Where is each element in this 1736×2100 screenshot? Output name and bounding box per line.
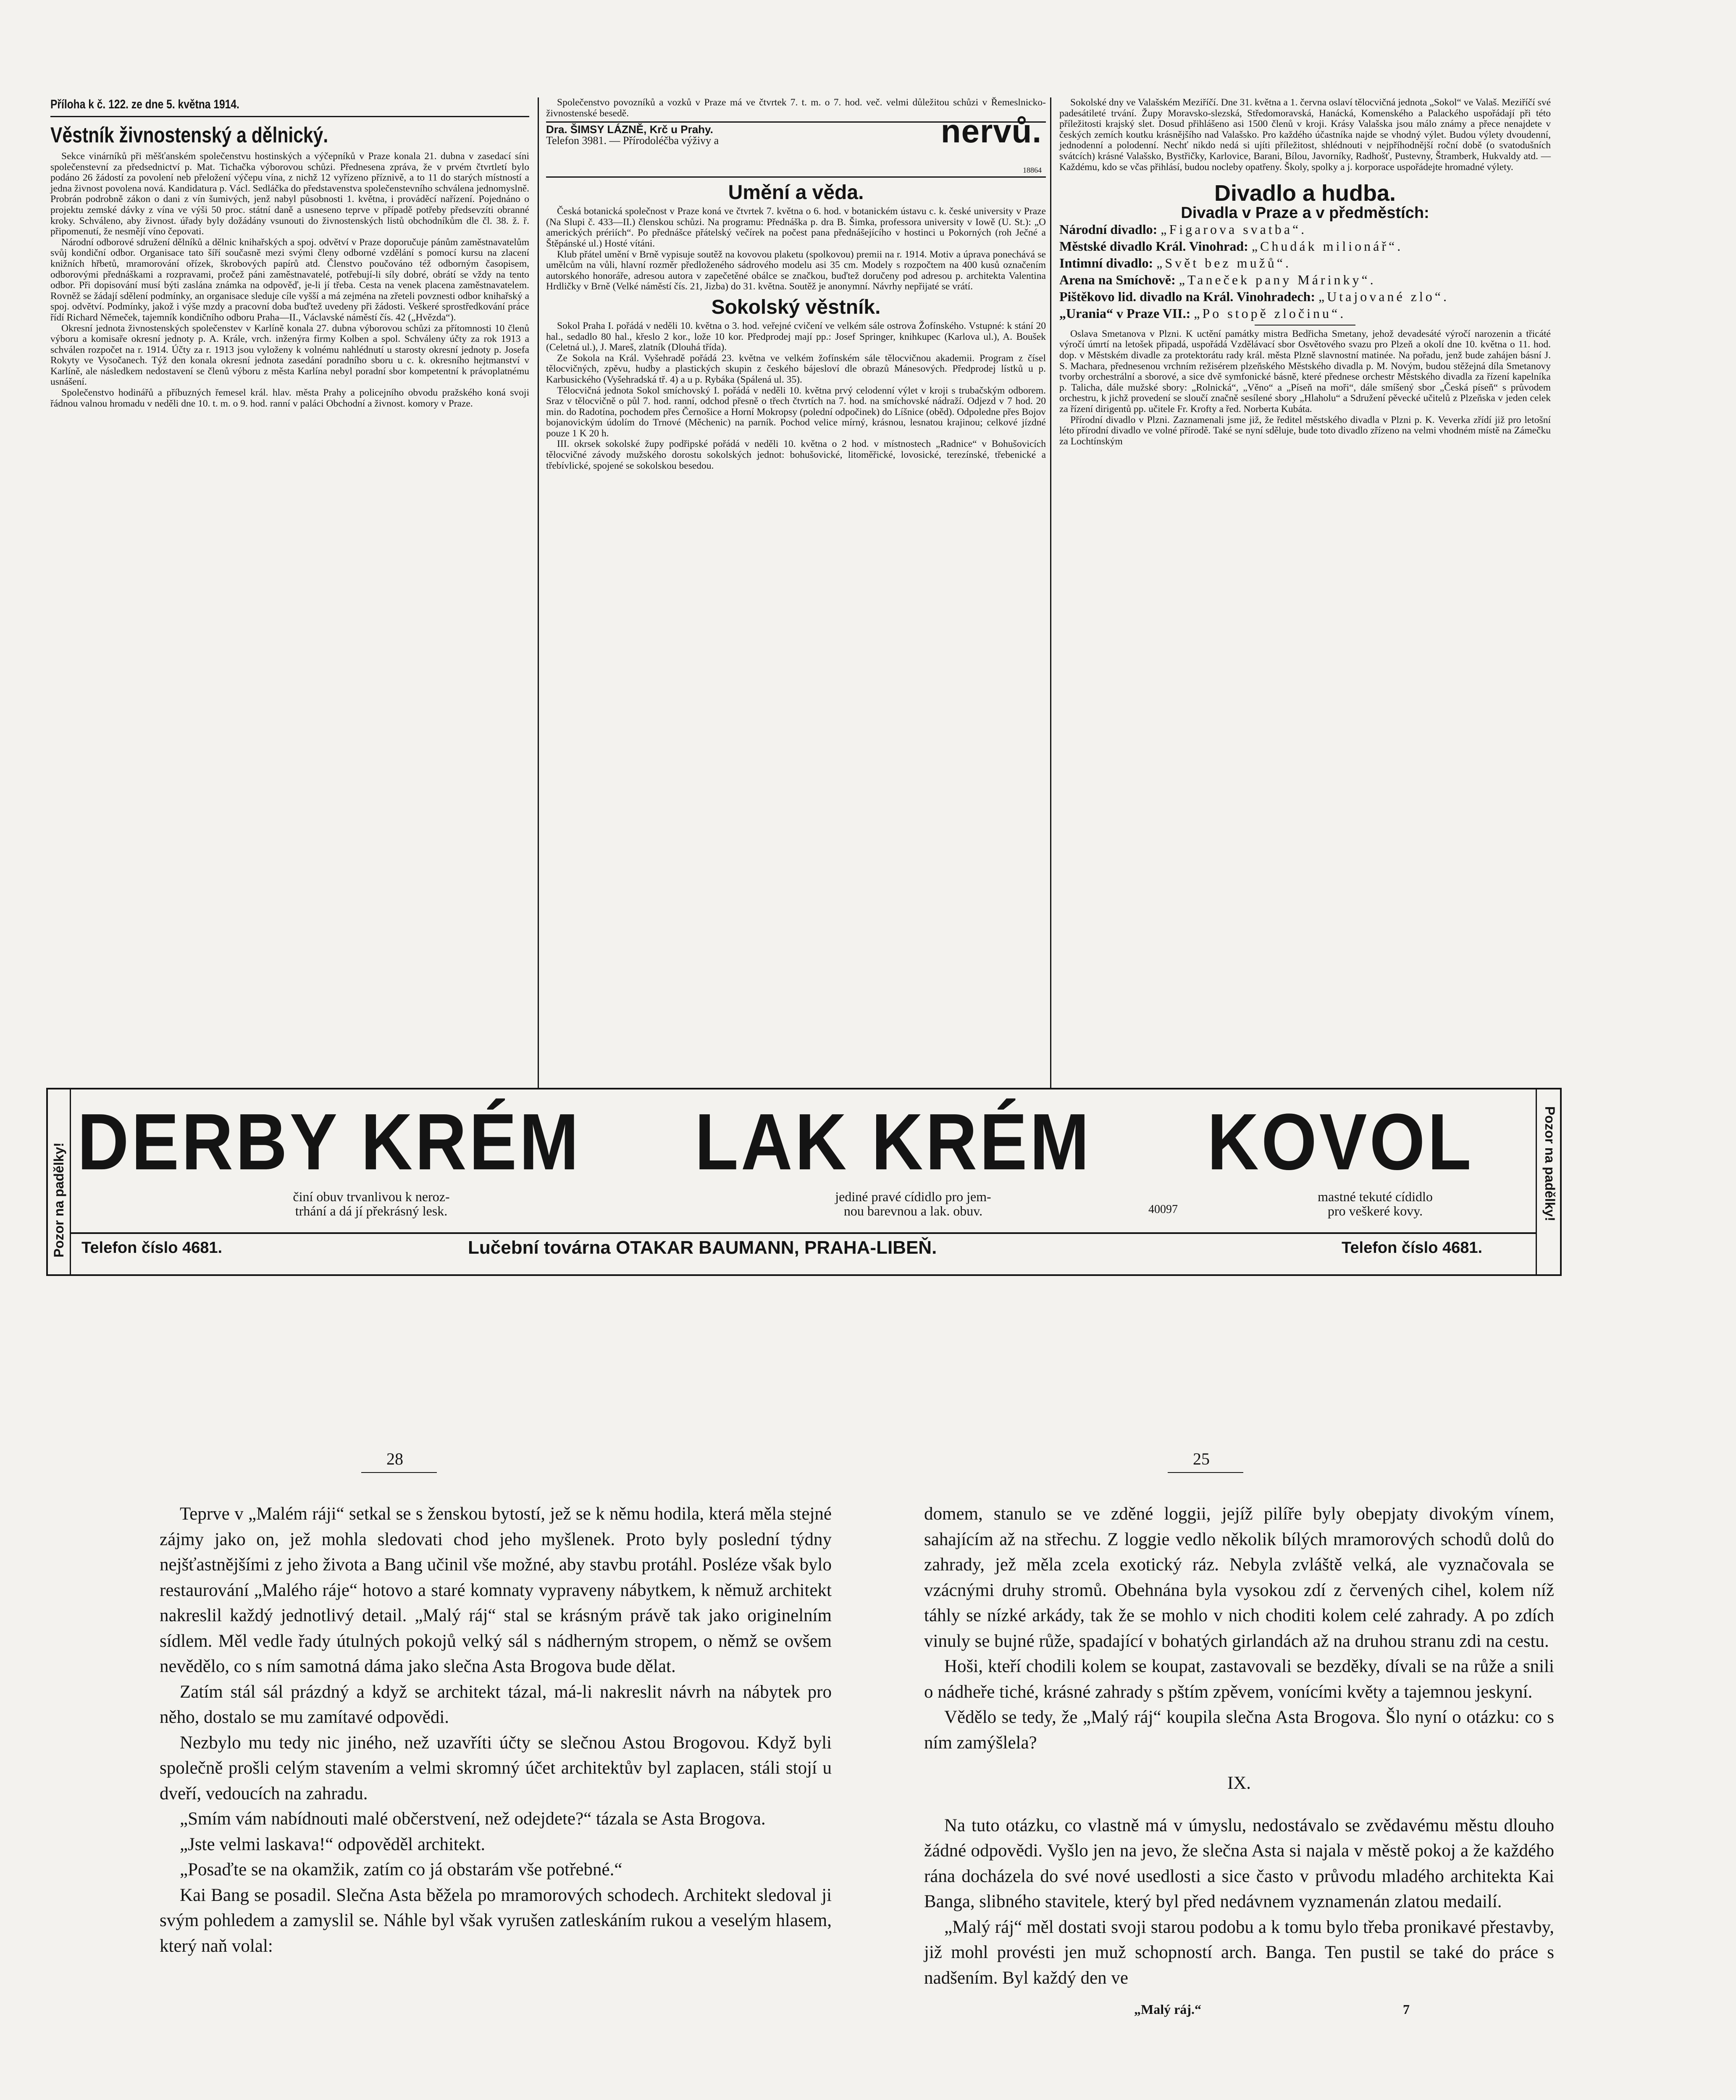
theater-line: Arena na Smíchově: „Taneček pany Márinky“.: [1059, 272, 1376, 287]
header-rule: [50, 116, 529, 117]
theater-listing: [1059, 221, 1551, 321]
column-divider: [1050, 97, 1051, 1198]
signature-number: 7: [1403, 2002, 1410, 2017]
novel-right-page: [924, 1502, 1554, 2022]
news-paragraph: Sokolské dny ve Valašském Meziříčí. Dne 31. května a 1. června oslaví tělocvičná jednota „Sokol“ ve Valaš. Meziříčí své padesátileté trvání. Župy Moravsko-slezská, Středomoravská, Hanácká, Komenského a Palackého uspořádají při této příležitosti krajský slet. Dosud přihlášeno asi 1500 členů v kroji. Krásy Valašska jsou málo známy a přece nenajdete v českých zemích koutku krásnějšího nad Valašsko. Pro každého účastníka najde se vhodný výlet. Budou výlety dvoudenní, jednodenní a polodenní. Nechť nikdo nedá si ujíti příležitost, shlédnouti v nejpříhodnější roční době (o svatodušních svátcích) krásné Valašsko, Bystřičky, Karlovice, Barani, Bílou, Javorníky, Radhošť, Pustevny, Štramberk, Hukvaldy atd. — Každému, kdo se včas přihlásí, budou nocleby opatřeny. Školy, spolky a j. korporace uspořádejte hromadné výlety.: [1059, 97, 1551, 173]
news-paragraph: Přírodní divadlo v Plzni. Zaznamenali jsme již, že ředitel městského divadla v Plzni p. K. Veverka zřídí již pro letošní léto přírodní divadlo ve volné přírodě. Také se nyní sděluje, bude toto divadlo zřízeno na velmi vhodném místě na Zámečku za Lochtínským: [1059, 414, 1551, 447]
novel-left-page: [160, 1502, 832, 1959]
spa-advert-line1: Dra. ŠIMSY LÁZNĚ, Krč u Prahy.: [546, 123, 713, 136]
column-trade-news: [50, 123, 529, 409]
theater-line: Pištěkovo lid. divadlo na Král. Vinohradech: „Utajované zlo“.: [1059, 289, 1449, 304]
spa-advert-line2: Telefon 3981. — Přírodoléčba výživy a: [546, 134, 719, 147]
novel-paragraph: Zatím stál sál prázdný a když se architekt tázal, má-li nakreslit návrh na nábytek pro něho, dostalo se mu zamítavé odpovědi.: [160, 1682, 832, 1727]
novel-paragraph: „Malý ráj“ měl dostati svoji starou podobu a k tomu bylo třeba pronikavé přestavby, již mohl provésti jen muž schopností arch. Banga. Ten pustil se také do práce s nadšením. Byl každý den ve: [924, 1917, 1554, 1988]
supplement-line: Příloha k č. 122. ze dne 5. května 1914.: [50, 97, 239, 111]
theater-line: „Urania“ v Praze VII.: „Po stopě zločinu“.: [1059, 305, 1346, 321]
brand-lak-krem: LAK KRÉM: [695, 1097, 1092, 1187]
novel-paragraph: Nezbylo mu tedy nic jiného, než uzavříti účty se slečnou Astou Brogovou. Když byli společně prošli celým stavením a velmi skromný účet architektův byl zaplacen, stáli stojí u dveří, vedoucích na zahradu.: [160, 1732, 832, 1803]
banner-divider: [1536, 1089, 1537, 1274]
brand-tagline-lak: jediné pravé cídidlo pro jem- nou barevnou a lak. obuv.: [835, 1189, 991, 1218]
page-number-rule-left: [361, 1472, 437, 1473]
novel-paragraph: Hoši, kteří chodili kolem se koupat, zastavovali se bezděky, dívali se na růže a snili o nádheře tiché, krásné zahrady s pštím zpěvem, vonícími květy a tajemnou jeskyní.: [924, 1656, 1554, 1702]
novel-paragraph: „Posaďte se na okamžik, zatím co já obstarám vše potřebné.“: [180, 1860, 622, 1880]
novel-paragraph: domem, stanulo se ve zděné loggii, jejíž pilíře byly obepjaty divokým vínem, sahajícím až na střechu. Z loggie vedlo několik bílých mramorových schodů dolů do zahrady, jež měla zcela exotický ráz. Nebyla zvláště velká, ale vyznačovala se vzácnými druhy stromů. Obehnána byla vysokou zdí z červených cihel, kolem níž táhly se nízké arkády, tak že se mohlo v nich choditi kolem celé zahrady. A po zdích vinuly se bujné růže, spadající v bohatých girlandách až na druhou stranu zdi na cestu.: [924, 1504, 1554, 1651]
news-paragraph: Klub přátel umění v Brně vypisuje soutěž na kovovou plaketu (spolkovou) premii na r. 1914. Motiv a úprava ponechává se umělcům na vůli, hlavní rozměr předloženého sádrového modelu asi 35 cm. Modely s rozpočtem na 400 kusů označením autorského honoráře, adresou autora v zapečetěné obálce se značkou, buďtež doručeny pod adresou p. architekta Valentina Hrdličky v Brně (Velké náměstí čís. 21, Jizba) do 31. května. Soutěž je anonymní. Návrhy nepřijaté se vrátí.: [546, 249, 1046, 292]
section-heading: Sokolský věstník.: [711, 296, 881, 318]
news-paragraph: Národní odborové sdružení dělníků a dělnic knihařských a spoj. odvětví v Praze doporučuje pánům zaměstnavatelům svůj kondiční odbor. Organisace tato šíří současně mezi svými členy odborné vzdělání s pomocí kursu na zlacení knižních hřbetů, mramorování ořízek, škrobových papírů atd. Členstvo poučováno též odborným časopisem, odborovými přednáškami a rozpravami, pročež páni zaměstnavatelé, potřebují-li síly dobré, obrátí se vždy na tento odbor. Při dopisování musí býti zaslána známka na odpověď, je-li jí třeba. Cesta na venek placena zaměstnavatelem. Rovněž se žádají sdělení podmínky, an organisace sleduje cíle vyšší a má zejména na zřeteli povznesti odbor knihařský a spoj. odvětví. Podmínky, jakož i výše mzdy a pracovní doba buďtež uvedeny při žádosti. Veškeré sprostředkování práce řídí Richard Němeček, tajemník kondičního odboru Praha—II., Václavské náměstí čís. 42 („Hvězda“).: [50, 236, 529, 323]
signature: „Malý ráj.“: [1134, 2002, 1201, 2017]
theater-rule: [1255, 325, 1355, 326]
company-name: Lučební továrna OTAKAR BAUMANN, PRAHA-LIBEŇ.: [468, 1237, 937, 1258]
page-number-right: 25: [1193, 1449, 1210, 1468]
brand-tagline-derby: činí obuv trvanlivou k neroz- trhání a dá jí překrásný lesk.: [293, 1189, 450, 1218]
news-paragraph: Česká botanická společnost v Praze koná ve čtvrtek 7. května o 6. hod. v botanickém ústavu c. k. české university v Praze (Na Slupi č. 433—II.) členskou schůzi. Na programu: Přednáška p. dra B. Šimka, professora university v Iowě (U. St.): „O amerických prériích“. Po přednášce přátelský večírek na počest pana přednášejícího v hostinci u Pokorných (roh Ječné a Štěpánské ul.) Hosté vítáni.: [546, 206, 1046, 249]
news-paragraph: Společenstvo povozníků a vozků v Praze má ve čtvrtek 7. t. m. o 7. hod. več. velmi důležitou schůzi v Řemeslnicko-živnostenské besedě.: [546, 97, 1046, 119]
signature-line: [924, 1997, 1554, 2022]
brand-kovol: KOVOL: [1207, 1097, 1474, 1187]
novel-paragraph: „Smím vám nabídnouti malé občerstvení, než odejdete?“ tázala se Asta Brogova.: [180, 1809, 766, 1829]
phone-left: Telefon číslo 4681.: [81, 1239, 223, 1257]
news-paragraph: Okresní jednota živnostenských společenstev v Karlíně konala 27. dubna výborovou schůzi za přítomnosti 10 členů výboru a komisaře okresní jednoty p. A. Krále, vrch. inženýra firmy Kolben a spol. Schváleny účty za rok 1913 a schválen rozpočet na r. 1914. Účty za r. 1913 jsou vyloženy k volnému nahlédnutí u starosty okresní jednoty p. Josefa Rokyty ve Vysočanech. Týž den konala okresní jednota zasedání poradního sboru u c. k. okresního hejtmanství v Karlíně, ale následkem nedostavení se členů výboru z města Karlína nebyl poradní sbor kompetentní k právoplatnému usnášení.: [50, 323, 529, 388]
novel-paragraph: „Jste velmi laskava!“ odpověděl architekt.: [180, 1834, 486, 1854]
news-paragraph: Společenstvo hodinářů a příbuzných řemesel král. hlav. města Prahy a policejního obvodu pražského koná svoji řádnou valnou hromadu v neděli dne 10. t. m. o 9. hod. ranní v paláci Obchodní a živnost. komory v Praze.: [50, 387, 529, 409]
banner-divider: [70, 1089, 71, 1274]
news-paragraph: Ze Sokola na Král. Vyšehradě pořádá 23. května ve velkém žofínském sále tělocvičnou akademii. Program z čísel tělocvičných, zpěvu, hudby a plastických skupin z českého bájesloví dle obrazů Mánesových. Předprodej lístků u p. Karbusického (Vyšehradská tř. 4) a u p. Rybáka (Spálená ul. 35).: [546, 352, 1046, 385]
phone-right: Telefon číslo 4681.: [1342, 1239, 1483, 1257]
banner-side-text-right: Pozor na padělky!: [1542, 1106, 1557, 1221]
column-title: Věstník živnostenský a dělnický.: [50, 123, 328, 147]
column-art-science: [546, 97, 1046, 471]
news-paragraph: Tělocvičná jednota Sokol smíchovský I. pořádá v neděli 10. května prvý celodenní výlet v kroji s trubačským odborem. Sraz v tělocvičně o půl 7. hod. ranní, odchod přesně o třech čtvrtích na 7. hod. na smíchovské nádraží. Odjezd v 7 hod. 20 min. do Radotína, pochodem přes Černošice a Horní Mokropsy (polední odpočinek) do Líšnice (oběd). Odpoledne přes Bojov bojanovickým údolím do Trnové (Měchenic) na parník. Pochod velice mírný, krásnou, lesnatou krajinou; celkové jízdné pouze 1 K 20 h.: [546, 385, 1046, 439]
news-paragraph: Sokol Praha I. pořádá v neděli 10. května o 3. hod. veřejné cvičení ve velkém sále ostrova Žofínského. Vstupné: k stání 20 hal., sedadlo 80 hal., křeslo 2 kor., lože 10 kor. Předprodej mají pp.: Josef Springer, knihkupec (Karlova ul.), A. Boušek (Celetná ul.), J. Mareš, zlatník (Dlouhá třída).: [546, 320, 1046, 353]
brand-tagline-kovol: mastné tekuté cídidlo pro veškeré kovy.: [1318, 1189, 1433, 1218]
theater-line: Městské divadlo Král. Vinohrad: „Chudák milionář“.: [1059, 238, 1403, 254]
section-subheading: Divadla v Praze a v předměstích:: [1181, 204, 1429, 222]
novel-paragraph: Kai Bang se posadil. Slečna Asta běžela po mramorových schodech. Architekt sledoval ji svým pohledem a zamyslil se. Náhle byl však vyrušen zatleskáním rukou a veselým hlasem, který naň volal:: [160, 1885, 832, 1956]
section-heading: Umění a věda.: [728, 181, 864, 204]
theater-line: Intimní divadlo: „Svět bez mužů“.: [1059, 255, 1291, 270]
page-number-left: 28: [386, 1449, 403, 1468]
advert-banner: [46, 1088, 1562, 1276]
brand-derby-krem: DERBY KRÉM: [77, 1097, 581, 1187]
novel-paragraph: Na tuto otázku, co vlastně má v úmyslu, nedostávalo se zvědavému městu dlouho žádné odpovědi. Vyšlo jen na jevo, že slečna Asta si najala v městě pokoj a že každého rána docházela do své nové usedlosti a sice často v průvodu mladého architekta Kai Banga, slibného stavitele, který byl před nedávnem vyznamenán zlatou medailí.: [924, 1815, 1554, 1911]
column-theater: [1059, 97, 1551, 447]
news-paragraph: III. okrsek sokolské župy podřipské pořádá v neděli 10. května o 2 hod. v místnostech „Radnice“ v Bohušovicích tělocvičné závody mužského dorostu sokolských jednot: bohušovické, litoměřické, lovosické, terezínské, třebenické a třebívlické, spojené se sokolskou besedou.: [546, 438, 1046, 471]
spa-advert: [546, 113, 1046, 178]
theater-line: Národní divadlo: „Figarova svatba“.: [1059, 221, 1307, 237]
spa-advert-code: 18864: [1023, 165, 1042, 174]
section-heading: Divadlo a hudba.: [1214, 181, 1396, 206]
novel-paragraph: Teprve v „Malém ráji“ setkal se s ženskou bytostí, jež se k němu hodila, která měla stejné zájmy jako on, jež mohla sledovati chod jeho myšlenek. Proto byly poslední týdny nejšťastnějšími z jeho života a Bang učinil vše možné, aby stavbu protáhl. Posléze však bylo restaurování „Malého ráje“ hotovo a staré komnaty vypraveny nábytkem, k němuž architekt nakreslil každý jednotlivý detail. „Malý ráj“ stal se krásným právě tak jako originelním sídlem. Měl vedle řady útulných pokojů velký sál s nádherným stropem, o němž se ovšem nevědělo, co s ním samotná dáma jako slečna Asta Brogova bude dělat.: [160, 1504, 832, 1676]
news-paragraph: Oslava Smetanova v Plzni. K uctění památky mistra Bedřicha Smetany, jehož devadesáté výročí narozenin a třicáté výročí úmrtí na letošek připadá, uspořádá Vzdělávací sbor Osvětového svazu pro Plzeň a okolí dne 10. května o 11. hod. dop. v Městském divadle za protektorátu rady král. města Plzně slavnostní matinée. Na pořadu, jenž bude zahájen básní J. S. Machara, přednesenou vrchním režisérem plzeňského Městského divadla p. M. Novým, budou stěžejná díla Smetanovy tvorby orchestrální a sborové, a sice dvě symfonické básně, které přednese orchestr Městského divadla za řízení kapelníka p. Talicha, dále mužské sbory: „Rolnická“, „Věno“ a „Píseň na moři“, dále smíšený sbor „Česká píseň“ s průvodem orchestru, k jichž provedení se sloučí značně sesílené sbory „Hlaholu“ a Sdružení pěvecké učitelů z Plzeňska v jeden celek za řízení dirigentů pp. učitele Fr. Krofty a řed. Norberta Kubáta.: [1059, 328, 1551, 415]
brand-code: 40097: [1148, 1203, 1178, 1216]
chapter-heading: IX.: [1227, 1773, 1251, 1793]
banner-side-text-left: Pozor na padělky!: [51, 1142, 66, 1257]
novel-paragraph: Vědělo se tedy, že „Malý ráj“ koupila slečna Asta Brogova. Šlo nyní o otázku: co s ním zamýšlela?: [924, 1707, 1554, 1753]
news-paragraph: Sekce vinárníků při měšťanském společenstvu hostinských a výčepníků v Praze konala 21. dubna v zasedací síni společenstevní za předsednictví p. Mat. Tichačka výborovou schůzi. Přednesena zpráva, že v prvém čtvrtletí bylo podáno 26 žádostí za povolení neb přeložení výčepu vína, z nichž 12 vyřízeno příznivě, a to 11 do starých místností a jedna živnost povolena nová. Kandidatura p. Václ. Sedláčka do představenstva společenstevního schválena jednomyslně. Probrán podrobně zákon o dani z vín šumivých, jenž nabyl působnosti 1. května, i prováděcí nařízení. Pojednáno o projektu zemské dávky z vína ve výši 50 proc. státní daně a usneseno teprve v případě potřeby předsevzíti obranné kroky. Schváleno, aby živnost. úřady byly dožádány vsunouti do živnostenských listů obchodníkům dle čl. 38. ž. ř. připomenutí, že nesmějí víno čepovati.: [50, 151, 529, 237]
spa-advert-word: nervů.: [940, 113, 1042, 150]
page-number-rule-right: [1168, 1472, 1243, 1473]
banner-footer-rule: [70, 1232, 1536, 1234]
column-divider: [538, 97, 539, 1198]
